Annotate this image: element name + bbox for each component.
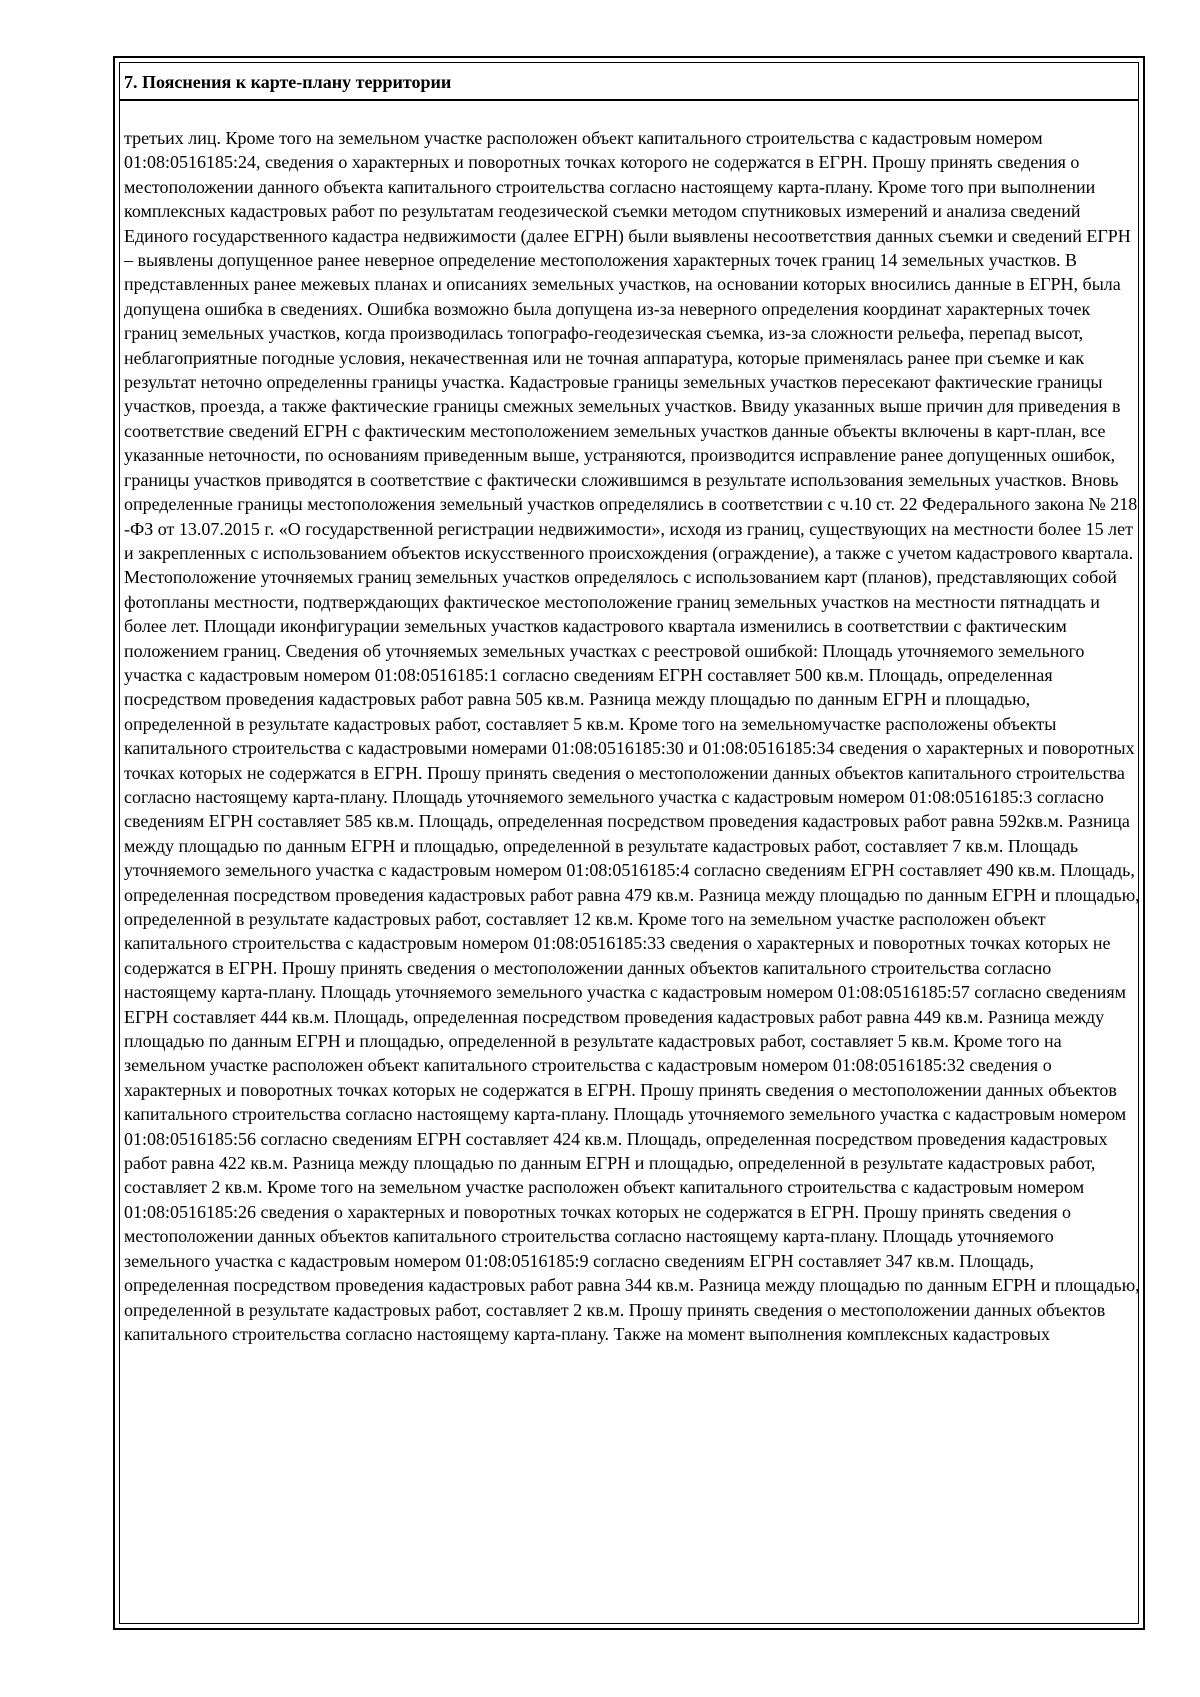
explanation-text: третьих лиц. Кроме того на земельном участке расположен объект капитального строительства с кадастровым номером 01:08:0516185:24, сведения о характерных и поворотных точках которого не содержатся в ЕГРН. Прошу принять сведения о местоположении данного объекта капитального строительства согласно настоящему карта-плану. Кроме того при выполнении комплексных кадастровых работ по результатам геодезической съемки методом спутниковых измерений и анализа сведений Единого государственного кадастра недвижимости (далее ЕГРН) были выявлены несоответствия данных съемки и сведений ЕГРН – выявлены допущенное ранее неверное определение местоположения характерных точек границ 14 земельных участков. В представленных ранее межевых планах и описаниях земельных участков, на основании которых вносились данные в ЕГРН, была допущена ошибка в сведениях. Ошибка возможно была допущена из-за неверного определения координат характерных точек границ земельных участков, когда производилась топографо-геодезическая съемка, из-за сложности рельефа, перепад высот, неблагоприятные погодные условия, некачественная или не точная аппаратура, которые применялась ранее при съемке и как результат неточно определенны границы участка. Кадастровые границы земельных участков пересекают фактические границы участков, проезда, а также фактические границы смежных земельных участков. Ввиду указанных выше причин для приведения в соответствие сведений ЕГРН с фактическим местоположением земельных участков данные объекты включены в карт-план, все указанные неточности, по основаниям приведенным выше, устраняются, производится исправление ранее допущенных ошибок, границы участков приводятся в соответствие с фактически сложившимся в результате использования земельных участков. Вновь определенные границы местоположения земельный участков определялись в соответствии с ч.10 ст. 22 Федерального закона № 218 -ФЗ от 13.07.2015 г. «О государственной регистрации недвижимости», исходя из границ, существующих на местности более 15 лет и закрепленных с использованием объектов искусственного происхождения (ограждение), а также с учетом кадастрового квартала. Местоположение уточняемых границ земельных участков определялось с использованием карт (планов), представляющих собой фотопланы местности, подтверждающих фактическое местоположение границ земельных участков на местности пятнадцать и более лет. Площади иконфигурации земельных участков кадастрового квартала изменились в соответствии с фактическим положением границ. Сведения об уточняемых земельных участках с реестровой ошибкой: Площадь уточняемого земельного участка с кадастровым номером 01:08:0516185:1 согласно сведениям ЕГРН составляет 500 кв.м. Площадь, определенная посредством проведения кадастровых работ равна 505 кв.м. Разница между площадью по данным ЕГРН и площадью, определенной в результате кадастровых работ, составляет 5 кв.м. Кроме того на земельномучастке расположены объекты капитального строительства с кадастровыми номерами 01:08:0516185:30 и 01:08:0516185:34 сведения о характерных и поворотных точках которых не содержатся в ЕГРН. Прошу принять сведения о местоположении данных объектов капитального строительства согласно настоящему карта-плану. Площадь уточняемого земельного участка с кадастровым номером 01:08:0516185:3 согласно сведениям ЕГРН составляет 585 кв.м. Площадь, определенная посредством проведения кадастровых работ равна 592кв.м. Разница между площадью по данным ЕГРН и площадью, определенной в результате кадастровых работ, составляет 7 кв.м. Площадь уточняемого земельного участка с кадастровым номером 01:08:0516185:4 согласно сведениям ЕГРН составляет 490 кв.м. Площадь, определенная посредством проведения кадастровых работ равна 479 кв.м. Разница между площадью по данным ЕГРН и площадью, определенной в результате кадастровых работ, составляет 12 кв.м. Кроме того на земельном участке расположен объект капитального строительства с кадастровым номером 01:08:0516185:33 сведения о характерных и поворотных точках которых не содержатся в ЕГРН. Прошу принять сведения о местоположении данных объектов капитального строительства согласно настоящему карта-плану. Площадь уточняемого земельного участка с кадастровым номером 01:08:0516185:57 согласно сведениям ЕГРН составляет 444 кв.м. Площадь, определенная посредством проведения кадастровых работ равна 449 кв.м. Разница между площадью по данным ЕГРН и площадью, определенной в результате кадастровых работ, составляет 5 кв.м. Кроме того на земельном участке расположен объект капитального строительства с кадастровым номером 01:08:0516185:32 сведения о характерных и поворотных точках которых не содержатся в ЕГРН. Прошу принять сведения о местоположении данных объектов капитального строительства согласно настоящему карта-плану. Площадь уточняемого земельного участка с кадастровым номером 01:08:0516185:56 согласно сведениям ЕГРН составляет 424 кв.м. Площадь, определенная посредством проведения кадастровых работ равна 422 кв.м. Разница между площадью по данным ЕГРН и площадью, определенной в результате кадастровых работ, составляет 2 кв.м. Кроме того на земельном участке расположен объект капитального строительства с кадастровым номером 01:08:0516185:26 сведения о характерных и поворотных точках которых не содержатся в ЕГРН. Прошу принять сведения о местоположении данных объектов капитального строительства согласно настоящему карта-плану. Площадь уточняемого земельного участка с кадастровым номером 01:08:0516185:9 согласно сведениям ЕГРН составляет 347 кв.м. Площадь, определенная посредством проведения кадастровых работ равна 344 кв.м. Разница между площадью по данным ЕГРН и площадью, определенной в результате кадастровых работ, составляет 2 кв.м. Прошу принять сведения о местоположении данных объектов капитального строительства согласно настоящему карта-плану. Также на момент выполнения комплексных кадастровых xyxy=(124,128,1140,1344)
section-header-row xyxy=(120,63,1138,101)
section-title: 7. Пояснения к карте-плану территории xyxy=(124,72,452,92)
document-frame-inner xyxy=(119,62,1139,1624)
document-frame xyxy=(113,56,1145,1630)
